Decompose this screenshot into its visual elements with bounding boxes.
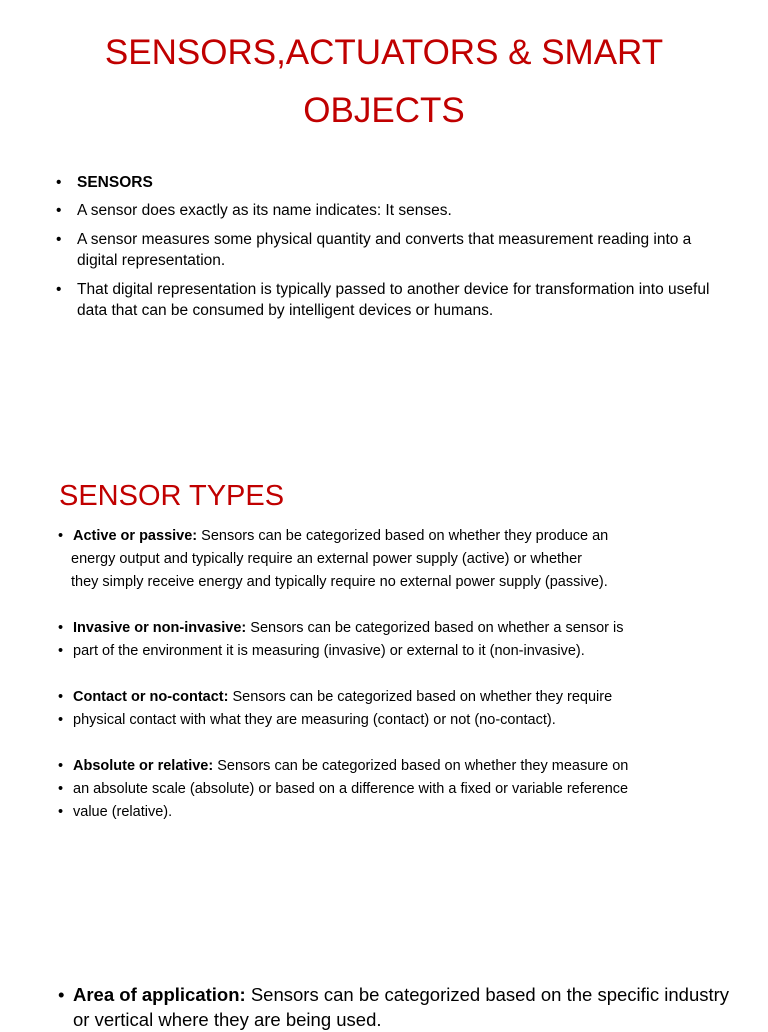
bullet-icon: • bbox=[58, 758, 64, 774]
list-item bbox=[58, 525, 718, 548]
list-item bbox=[56, 172, 716, 193]
term-label: Invasive or non-invasive: bbox=[73, 620, 247, 636]
term-label: Contact or no-contact: bbox=[73, 689, 229, 705]
area-of-application-list bbox=[58, 982, 738, 1032]
continuation-line: energy output and typically require an external power supply (active) or whether bbox=[71, 551, 582, 567]
list-item bbox=[58, 709, 718, 732]
list-item bbox=[56, 229, 716, 271]
page-title: SENSORS,ACTUATORS & SMART OBJECTS bbox=[104, 33, 664, 130]
term-text: Sensors can be categorized based on whether they produce an bbox=[201, 528, 609, 544]
bullet-icon: • bbox=[58, 620, 64, 636]
list-item bbox=[58, 617, 718, 640]
list-item bbox=[58, 982, 738, 1032]
term-text: part of the environment it is measuring (invasive) or external to it (non-invasive). bbox=[73, 643, 585, 659]
bullet-icon: • bbox=[56, 281, 62, 298]
sensors-heading: SENSORS bbox=[77, 174, 153, 191]
term-text: Sensors can be categorized based on whether a sensor is bbox=[250, 620, 624, 636]
bullet-icon: • bbox=[58, 712, 64, 728]
term-text: value (relative). bbox=[73, 804, 173, 820]
bullet-icon: • bbox=[56, 202, 62, 219]
continuation-line: they simply receive energy and typically require no external power supply (passive). bbox=[71, 574, 608, 590]
term-text: physical contact with what they are measuring (contact) or not (no-contact). bbox=[73, 712, 556, 728]
term-text: Sensors can be categorized based on the specific industry or vertical where they are being used. bbox=[73, 984, 730, 1030]
bullet-icon: • bbox=[58, 984, 65, 1005]
list-item bbox=[58, 778, 718, 801]
sensor-bullet-text: A sensor measures some physical quantity and converts that measurement reading into a digital representation. bbox=[77, 231, 692, 269]
bullet-icon: • bbox=[58, 804, 64, 820]
list-item bbox=[58, 755, 718, 778]
term-text: Sensors can be categorized based on whether they require bbox=[232, 689, 613, 705]
term-label: Absolute or relative: bbox=[73, 758, 214, 774]
sensor-types-list bbox=[58, 525, 718, 847]
list-item bbox=[56, 200, 716, 221]
sensor-type-contact bbox=[58, 686, 718, 732]
sensor-bullet-text: A sensor does exactly as its name indicates: It senses. bbox=[77, 202, 452, 219]
sensor-bullet-text: That digital representation is typically passed to another device for transformation into useful data that can be consumed by intelligent devices or humans. bbox=[77, 281, 710, 319]
sensors-list bbox=[56, 172, 716, 329]
term-text: Sensors can be categorized based on whether they measure on bbox=[217, 758, 629, 774]
bullet-icon: • bbox=[58, 689, 64, 705]
section-title-sensor-types: SENSOR TYPES bbox=[59, 480, 285, 512]
term-label: Active or passive: bbox=[73, 528, 198, 544]
sensor-type-absolute bbox=[58, 755, 718, 824]
list-item bbox=[58, 801, 718, 824]
bullet-icon: • bbox=[56, 174, 62, 191]
list-item bbox=[58, 686, 718, 709]
bullet-icon: • bbox=[58, 643, 64, 659]
sensor-type-active bbox=[58, 525, 718, 594]
list-item bbox=[56, 279, 716, 321]
term-text: an absolute scale (absolute) or based on a difference with a fixed or variable reference bbox=[73, 781, 629, 797]
list-item bbox=[58, 640, 718, 663]
term-label: Area of application: bbox=[73, 984, 246, 1005]
bullet-icon: • bbox=[56, 231, 62, 248]
bullet-icon: • bbox=[58, 528, 64, 544]
sensor-type-invasive bbox=[58, 617, 718, 663]
bullet-icon: • bbox=[58, 781, 64, 797]
